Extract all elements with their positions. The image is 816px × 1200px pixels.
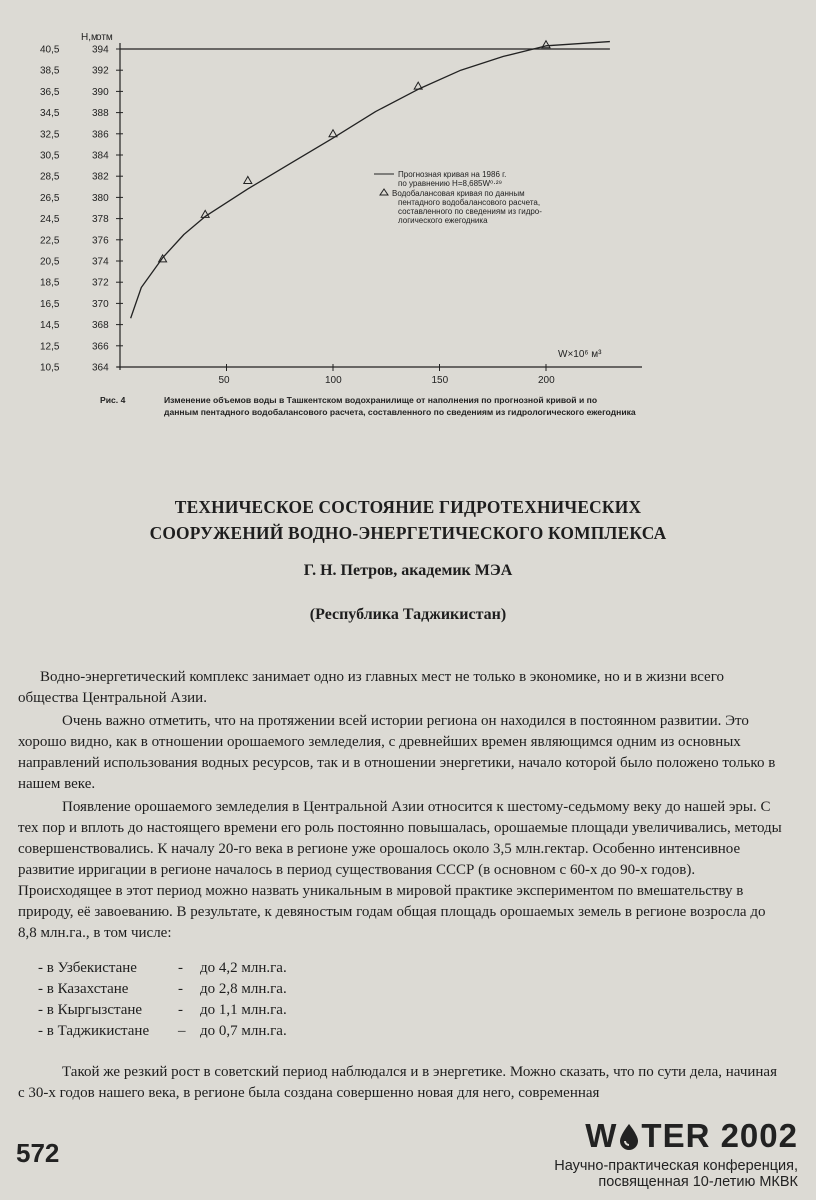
page-number: 572 — [16, 1138, 60, 1168]
y-left-tick-label: 30,5 — [40, 150, 60, 162]
forecast-curve — [131, 42, 610, 319]
legend-text-line: Водобалансовая кривая по данным — [392, 189, 525, 198]
chart-series — [120, 41, 610, 318]
list-value: до 4,2 млн.га. — [200, 960, 287, 976]
y-left-tick-label: 14,5 — [40, 320, 60, 332]
list-country: - в Узбекистане — [38, 960, 137, 976]
y-right-tick-label: 366 — [92, 341, 109, 353]
list-item — [38, 979, 782, 1000]
figure-caption — [100, 394, 660, 418]
legend-text-line: по уравнению H=8,685W⁰·²⁹ — [398, 179, 503, 188]
y-right-axis-label: отм — [96, 32, 113, 43]
y-left-tick-label: 22,5 — [40, 235, 60, 247]
title-line-2: СООРУЖЕНИЙ ВОДНО-ЭНЕРГЕТИЧЕСКОГО КОМПЛЕКСА — [149, 523, 667, 543]
y-right-tick-label: 364 — [92, 362, 109, 374]
y-right-tick-label: 368 — [92, 320, 109, 332]
article-title — [60, 494, 756, 546]
list-item — [38, 1021, 782, 1042]
article-author: Г. Н. Петров, академик МЭА — [303, 562, 513, 579]
chart-axes — [81, 32, 642, 370]
y-left-tick-label: 18,5 — [40, 277, 60, 289]
title-line-1: ТЕХНИЧЕСКОЕ СОСТОЯНИЕ ГИДРОТЕХНИЧЕСКИХ — [174, 497, 642, 517]
brand-logo — [478, 1118, 798, 1158]
chart-legend — [374, 170, 542, 225]
caption-line-2: данным пентадного водобалансового расчета, составленного по сведениям из гидрологического ежегодника — [164, 407, 636, 417]
y-left-tick-label: 24,5 — [40, 214, 60, 226]
y-left-tick-label: 26,5 — [40, 192, 60, 204]
brand-subtitle-1: Научно-практическая конференция, — [554, 1158, 798, 1174]
y-right-tick-label: 384 — [92, 150, 109, 162]
y-right-tick-label: 372 — [92, 277, 109, 289]
paragraph-3: Появление орошаемого земледелия в Центральной Азии относится к шестому-седьмому веку до нашей эры. С тех пор и вплоть до настоящего времени его роль постоянно повышалась, орошаемые площади увеличивались, методы совершенствовались. К началу 20-го века в регионе уже орошалось около 3,5 млн.гектар. Особенно интенсивное развитие ирригации в регионе началось в период существования СССР (в основном с 60-х до 90-х годов). Происходящее в этот период можно назвать уникальным в мировой практике экспериментом по вмешательству в природу, её завоеванию. В результате, к девяностым годам общая площадь орошаемых земель в регионе возросла до 8,8 млн.га., в том числе: — [18, 799, 782, 941]
list-country: - в Казахстане — [38, 981, 129, 997]
x-tick-label: 100 — [325, 375, 342, 386]
list-item — [38, 1000, 782, 1021]
paragraph-1: Водно-энергетический комплекс занимает одно из главных мест не только в экономике, но и в жизни всего общества Центральной Азии. — [18, 669, 724, 706]
list-country: - в Таджикистане — [38, 1023, 150, 1039]
y-left-tick-label: 38,5 — [40, 65, 60, 77]
y-right-tick-label: 376 — [92, 235, 109, 247]
x-tick-label: 200 — [538, 375, 555, 386]
legend-text-line: пентадного водобалансового расчета, — [398, 198, 541, 207]
y-right-tick-label: 388 — [92, 108, 109, 120]
y-right-tick-label: 390 — [92, 86, 109, 98]
y-left-tick-label: 34,5 — [40, 108, 60, 120]
y-right-tick-label: 370 — [92, 298, 109, 310]
y-right-tick-label: 382 — [92, 171, 109, 183]
list-dash: - — [178, 1002, 183, 1018]
paragraph-closing: Такой же резкий рост в советский период наблюдался и в энергетике. Можно сказать, что по сути дела, начиная с 30-х годов нашего века, в регионе была создана совершенно новая для него, современная — [18, 1064, 777, 1101]
list-value: до 0,7 млн.га. — [200, 1023, 287, 1039]
y-right-tick-label: 394 — [92, 44, 109, 56]
list-country: - в Кыргызстане — [38, 1002, 143, 1018]
article-body — [18, 667, 782, 1106]
water-balance-point — [244, 176, 252, 183]
x-tick-label: 50 — [218, 375, 230, 386]
figure-label: Рис. 4 — [100, 395, 126, 405]
irrigation-list — [18, 958, 782, 1042]
y-left-tick-label: 40,5 — [40, 44, 60, 56]
y-right-tick-label: 378 — [92, 214, 109, 226]
legend-triangle-swatch — [380, 189, 388, 195]
list-dash: - — [178, 981, 183, 997]
conference-brand — [478, 1118, 798, 1190]
x-tick-label: 150 — [431, 375, 449, 386]
list-value: до 1,1 млн.га. — [200, 1002, 287, 1018]
paragraph-2: Очень важно отметить, что на протяжении всей истории региона он находился в постоянном развитии. Это хорошо видно, как в отношении орошаемого земледелия, с древнейших времен являющимся одним из основных направлений использования водных ресурсов, так и в отношении энергетики, начало которой было положено только в нашем веке. — [18, 713, 776, 792]
y-left-tick-label: 28,5 — [40, 171, 60, 183]
y-left-tick-label: 12,5 — [40, 341, 60, 353]
legend-text-line: логического ежегодника — [398, 216, 488, 225]
brand-letter-w: W — [585, 1117, 618, 1154]
list-item — [38, 958, 782, 979]
list-dash: – — [178, 1023, 186, 1039]
y-right-tick-label: 374 — [92, 256, 109, 268]
y-right-tick-label: 386 — [92, 129, 109, 141]
article-region: (Республика Таджикистан) — [309, 606, 507, 623]
brand-rest: TER 2002 — [641, 1117, 798, 1154]
y-right-tick-label: 392 — [92, 65, 109, 77]
caption-line-1: Изменение объемов воды в Ташкентском водохранилище от наполнения по прогнозной кривой и по — [164, 395, 598, 405]
y-left-tick-label: 20,5 — [40, 256, 60, 268]
legend-text-line: Прогнозная кривая на 1986 г. — [398, 170, 507, 179]
y-right-tick-label: 380 — [92, 192, 109, 204]
volume-chart — [0, 0, 816, 420]
list-dash: - — [178, 960, 183, 976]
x-axis-label: W×10⁶ м³ — [558, 349, 602, 360]
y-left-tick-label: 10,5 — [40, 362, 60, 374]
legend-text-line: составленного по сведениям из гидро- — [398, 207, 542, 216]
brand-subtitle-2: посвященная 10-летию МКВК — [598, 1174, 798, 1190]
y-left-tick-label: 36,5 — [40, 86, 60, 98]
list-value: до 2,8 млн.га. — [200, 981, 287, 997]
y-left-axis-label: H,м — [81, 32, 98, 43]
water-drop-icon — [618, 1122, 640, 1158]
y-left-tick-label: 16,5 — [40, 298, 60, 310]
y-left-tick-label: 32,5 — [40, 129, 60, 141]
